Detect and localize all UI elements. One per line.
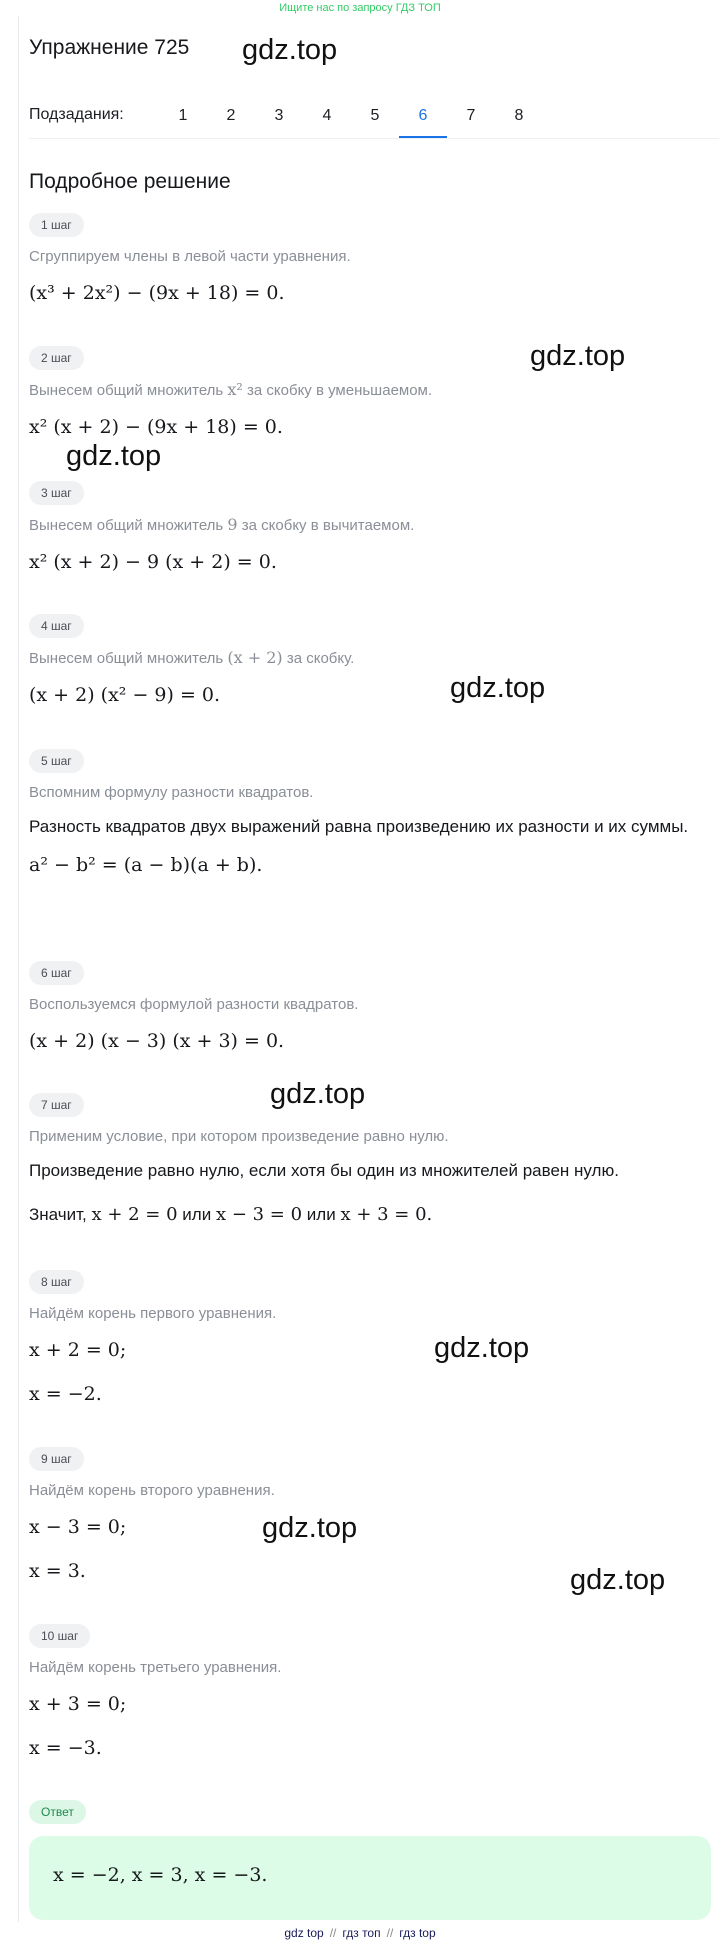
step-7 [29, 1093, 709, 1233]
hint-math: (x + 2) [227, 648, 283, 667]
step-math: x² (x + 2) − (9x + 18) = 0. [29, 416, 283, 438]
answer-math: x = −2, x = 3, x = −3. [53, 1864, 268, 1886]
step-10 [29, 1624, 709, 1760]
answer-badge: Ответ [29, 1800, 86, 1824]
hint-text: за скобку в вычитаемом. [241, 517, 415, 534]
step-hint: Сгруппируем члены в левой части уравнения. [29, 248, 351, 265]
watermark: gdz.top [570, 1564, 666, 1596]
watermark: gdz.top [450, 672, 546, 704]
hint-text: за скобку в уменьшаемом. [247, 382, 433, 399]
hint-text: за скобку. [286, 650, 355, 667]
step-hint: Найдём корень третьего уравнения. [29, 1659, 282, 1676]
hint-math: x² [227, 380, 243, 399]
watermark: gdz.top [66, 440, 162, 472]
link-separator: // [329, 1926, 337, 1940]
step-badge: 3 шаг [29, 481, 84, 505]
step-badge: 5 шаг [29, 749, 84, 773]
condition-2: x − 3 = 0 [215, 1204, 303, 1225]
step-hint: Воспользуемся формулой разности квадратов. [29, 996, 359, 1013]
step-3 [29, 481, 709, 574]
step-badge: 1 шаг [29, 213, 84, 237]
step-math: x = −3. [29, 1737, 102, 1759]
answer-box [29, 1836, 711, 1920]
or-word: или [182, 1205, 212, 1224]
subtask-tabs [159, 90, 543, 138]
step-hint: Найдём корень первого уравнения. [29, 1305, 277, 1322]
bottom-link-3[interactable]: гдз top [399, 1926, 436, 1940]
step-badge: 6 шаг [29, 961, 84, 985]
step-badge: 4 шаг [29, 614, 84, 638]
tab-1[interactable]: 1 [178, 107, 188, 124]
subtasks-label: Подзадания: [29, 106, 124, 123]
watermark: gdz.top [242, 34, 338, 66]
step-hint: Вспомним формулу разности квадратов. [29, 784, 314, 801]
step-math: a² − b² = (a − b)(a + b). [29, 854, 263, 876]
hint-math: 9 [227, 515, 238, 534]
step-math: x² (x + 2) − 9 (x + 2) = 0. [29, 551, 277, 573]
hint-text: Вынесем общий множитель [29, 517, 224, 534]
step-9 [29, 1447, 709, 1583]
subtasks-nav [29, 90, 719, 139]
hint-text: Вынесем общий множитель [29, 382, 224, 399]
step-text: Произведение равно нулю, если хотя бы один из множителей равен нулю. [29, 1161, 619, 1180]
link-separator: // [386, 1926, 394, 1940]
tab-6[interactable]: 6 [399, 90, 447, 138]
tab-7[interactable]: 7 [466, 107, 476, 124]
exercise-card [18, 16, 719, 1922]
top-banner[interactable]: Ищите нас по запросу ГДЗ ТОП [279, 2, 441, 14]
watermark: gdz.top [530, 340, 626, 372]
tab-3[interactable]: 3 [274, 107, 284, 124]
step-math: x = −2. [29, 1383, 102, 1405]
step-hint: Найдём корень второго уравнения. [29, 1482, 275, 1499]
step-math: x + 3 = 0; [29, 1693, 127, 1715]
step-badge: 7 шаг [29, 1093, 84, 1117]
step-math: x + 2 = 0; [29, 1339, 127, 1361]
step-6 [29, 961, 709, 1053]
step-math: x − 3 = 0; [29, 1516, 127, 1538]
step-hint [29, 648, 709, 669]
watermark: gdz.top [434, 1332, 530, 1364]
section-title: Подробное решение [29, 170, 231, 193]
step-4 [29, 614, 709, 707]
step-badge: 10 шаг [29, 1624, 90, 1648]
watermark: gdz.top [262, 1512, 358, 1544]
step-math: (x + 2) (x − 3) (x + 3) = 0. [29, 1030, 285, 1052]
step-1 [29, 213, 709, 305]
step-math: (x³ + 2x²) − (9x + 18) = 0. [29, 282, 285, 304]
or-word: или [306, 1205, 336, 1224]
step-badge: 8 шаг [29, 1270, 84, 1294]
step-hint [29, 515, 709, 536]
step-math: (x + 2) (x² − 9) = 0. [29, 684, 221, 706]
step-badge: 2 шаг [29, 346, 84, 370]
tab-8[interactable]: 8 [514, 107, 524, 124]
tab-4[interactable]: 4 [322, 107, 332, 124]
hint-text: Вынесем общий множитель [29, 650, 224, 667]
step-math: x = 3. [29, 1560, 86, 1582]
step-hint: Применим условие, при котором произведение равно нулю. [29, 1128, 449, 1145]
step-badge: 9 шаг [29, 1447, 84, 1471]
tab-2[interactable]: 2 [226, 107, 236, 124]
bottom-link-1[interactable]: gdz top [284, 1926, 324, 1940]
condition-3: x + 3 = 0. [340, 1204, 433, 1225]
step-hint [29, 380, 709, 401]
step-8 [29, 1270, 709, 1406]
step-text: Разность квадратов двух выражений равна произведению их разности и их суммы. [29, 817, 689, 836]
step-5 [29, 749, 709, 877]
step-text-conclusion [29, 1197, 709, 1233]
condition-1: x + 2 = 0 [91, 1204, 178, 1225]
bottom-link-2[interactable]: гдз топ [342, 1926, 381, 1940]
tab-5[interactable]: 5 [370, 107, 380, 124]
conclusion-lead: Значит, [29, 1205, 87, 1224]
answer-section [29, 1800, 709, 1824]
bottom-links [0, 1926, 720, 1940]
watermark: gdz.top [270, 1078, 366, 1110]
page-title: Упражнение 725 [29, 36, 190, 59]
